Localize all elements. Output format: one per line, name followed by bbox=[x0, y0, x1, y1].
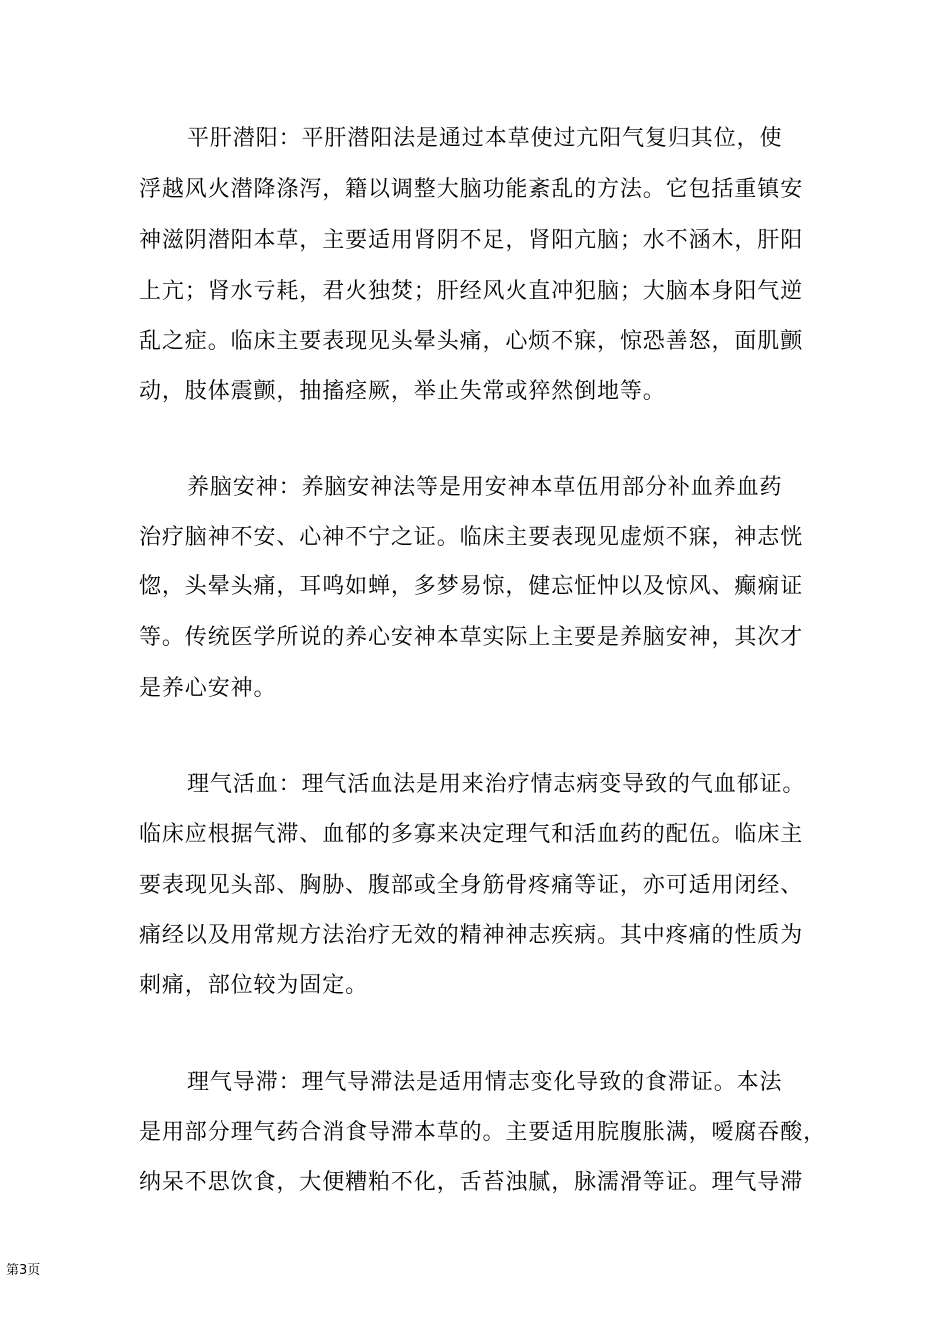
page-number: 第3页 bbox=[6, 1263, 41, 1278]
paragraph-line: 纳呆不思饮食，大便糟粕不化，舌苔浊腻，脉濡滑等证。理气导滞 bbox=[139, 1170, 804, 1195]
paragraph-line: 是用部分理气药合消食导滞本草的。主要适用脘腹胀满，嗳腐吞酸， bbox=[139, 1120, 827, 1145]
paragraph-line: 刺痛，部位较为固定。 bbox=[139, 973, 369, 998]
paragraph-line: 养脑安神：养脑安神法等是用安神本草伍用部分补血养血药 bbox=[187, 475, 783, 500]
paragraph-line: 神滋阴潜阳本草，主要适用肾阴不足，肾阳亢脑；水不涵木，肝阳 bbox=[139, 228, 804, 253]
paragraph-line: 平肝潜阳：平肝潜阳法是通过本草使过亢阳气复归其位，使 bbox=[187, 126, 783, 151]
paragraph-line: 理气活血：理气活血法是用来治疗情志病变导致的气血郁证。 bbox=[187, 772, 806, 797]
paragraph-line: 上亢；肾水亏耗，君火独焚；肝经风火直冲犯脑；大脑本身阳气逆 bbox=[139, 279, 804, 304]
paragraph-line: 是养心安神。 bbox=[139, 676, 277, 701]
paragraph-line: 理气导滞：理气导滞法是适用情志变化导致的食滞证。本法 bbox=[187, 1070, 783, 1095]
paragraph-line: 等。传统医学所说的养心安神本草实际上主要是养脑安神，其次才 bbox=[139, 625, 804, 650]
paragraph-line: 乱之症。临床主要表现见头晕头痛，心烦不寐，惊恐善怒，面肌颤 bbox=[139, 329, 804, 354]
paragraph-line: 动，肢体震颤，抽搐痉厥，举止失常或猝然倒地等。 bbox=[139, 379, 666, 404]
paragraph-line: 临床应根据气滞、血郁的多寡来决定理气和活血药的配伍。临床主 bbox=[139, 822, 804, 847]
paragraph-line: 浮越风火潜降涤泻，籍以调整大脑功能紊乱的方法。它包括重镇安 bbox=[139, 177, 804, 202]
paragraph-line: 治疗脑神不安、心神不宁之证。临床主要表现见虚烦不寐，神志恍 bbox=[139, 525, 804, 550]
paragraph-line: 要表现见头部、胸胁、腹部或全身筋骨疼痛等证，亦可适用闭经、 bbox=[139, 873, 804, 898]
paragraph-line: 惚，头晕头痛，耳鸣如蝉，多梦易惊，健忘怔忡以及惊风、癫痫证 bbox=[139, 574, 804, 599]
paragraph-line: 痛经以及用常规方法治疗无效的精神神志疾病。其中疼痛的性质为 bbox=[139, 923, 804, 948]
